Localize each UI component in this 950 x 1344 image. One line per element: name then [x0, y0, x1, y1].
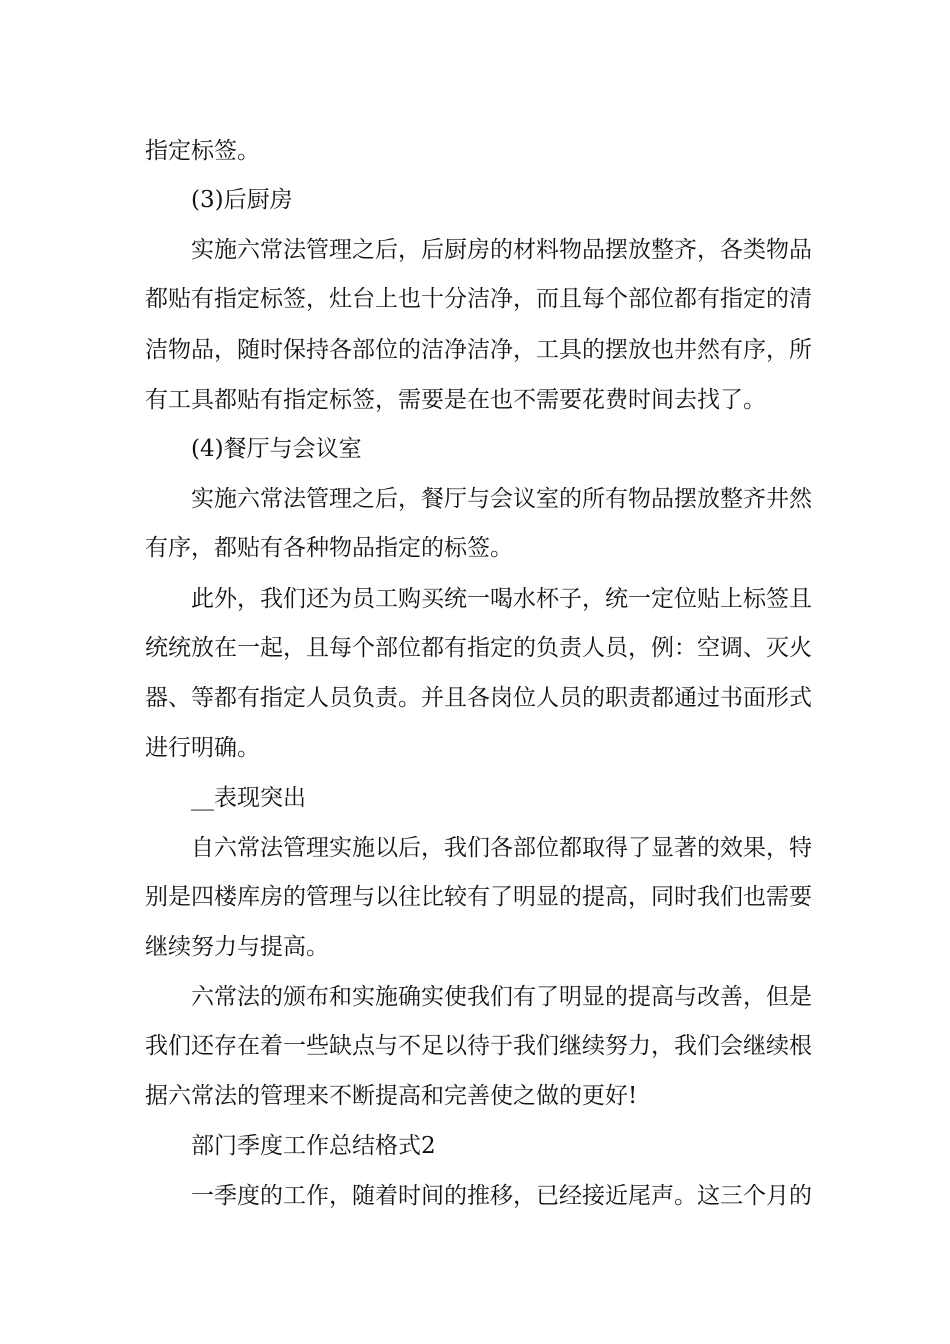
text-line: 进行明确。 [145, 735, 260, 761]
text-line: 统统放在一起，且每个部位都有指定的负责人员，例：空调、灭火 [145, 635, 812, 661]
text-line: 指定标签。 [145, 138, 260, 164]
text-line: 自六常法管理实施以后，我们各部位都取得了显著的效果，特 [191, 835, 812, 861]
section-heading: 部门季度工作总结格式2 [191, 1133, 436, 1159]
text-line: 实施六常法管理之后，后厨房的材料物品摆放整齐，各类物品 [191, 237, 812, 263]
text-line: 继续努力与提高。 [145, 934, 329, 960]
text-line: 有序，都贴有各种物品指定的标签。 [145, 535, 513, 561]
text-line: 我们还存在着一些缺点与不足以待于我们继续努力，我们会继续根 [145, 1033, 812, 1059]
text-line: 别是四楼库房的管理与以往比较有了明显的提高，同时我们也需要 [145, 884, 812, 910]
text-line: 此外，我们还为员工购买统一喝水杯子，统一定位贴上标签且 [191, 586, 812, 612]
text-line: 实施六常法管理之后，餐厅与会议室的所有物品摆放整齐井然 [191, 486, 812, 512]
section-heading: (4)餐厅与会议室 [191, 436, 362, 462]
text-line: 据六常法的管理来不断提高和完善使之做的更好! [145, 1083, 638, 1109]
text-line: 洁物品，随时保持各部位的洁净洁净，工具的摆放也井然有序，所 [145, 337, 812, 363]
section-heading: __表现突出 [191, 785, 306, 811]
text-line: 器、等都有指定人员负责。并且各岗位人员的职责都通过书面形式 [145, 685, 812, 711]
section-heading: (3)后厨房 [191, 187, 293, 213]
text-line: 一季度的工作，随着时间的推移，已经接近尾声。这三个月的 [191, 1183, 812, 1209]
text-line: 都贴有指定标签，灶台上也十分洁净，而且每个部位都有指定的清 [145, 286, 812, 312]
text-line: 六常法的颁布和实施确实使我们有了明显的提高与改善，但是 [191, 984, 812, 1010]
text-line: 有工具都贴有指定标签，需要是在也不需要花费时间去找了。 [145, 387, 766, 413]
